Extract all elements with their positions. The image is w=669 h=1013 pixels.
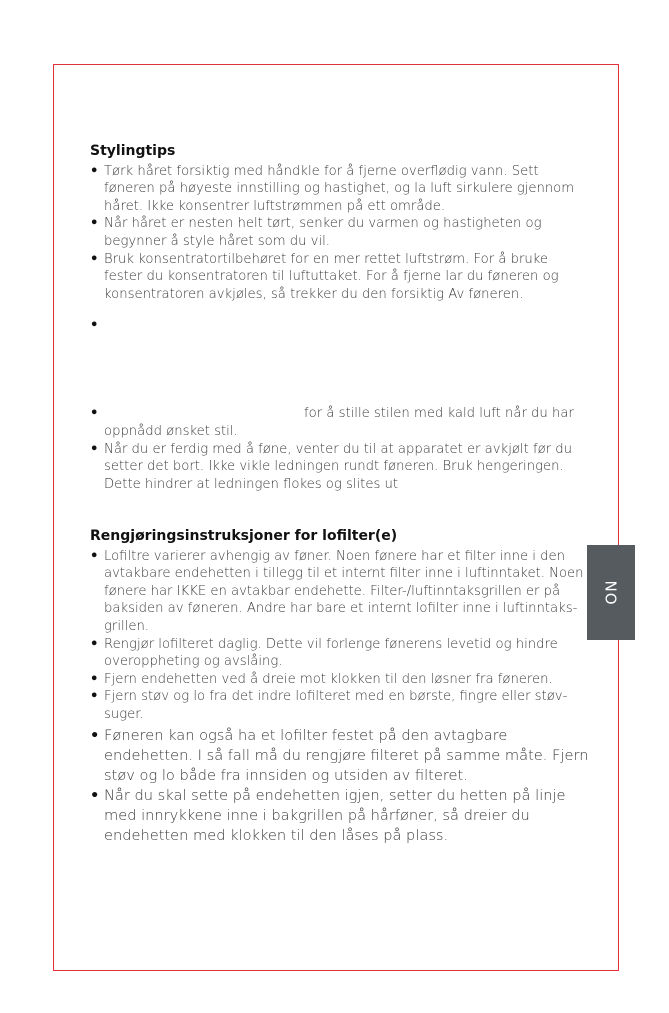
- cleaning-list-large: [90, 726, 590, 846]
- list-item: • Når du skal sette på endehetten igjen, setter du hetten på linje med innrykkene inne i bakgrillen på hårføner, så dreier du endehetten med klokken til den låses på plass.: [90, 786, 590, 846]
- list-item: [90, 405, 590, 440]
- list-item: • Føneren kan også ha et lofilter festet på den avtagbare endehetten. I så fall må du rengjøre filteret på samme måte. Fjern støv og lo både fra innsiden og utsiden av filteret.: [90, 726, 590, 786]
- list-item: • Når du er ferdig med å føne, venter du til at apparatet er avkjølt før du setter det bort. Ikke vikle ledningen rundt føneren. Bruk hengeringen. Dette hindrer at ledningen flokes og slites ut: [90, 441, 590, 494]
- styling-section: [90, 143, 590, 493]
- styling-list: [90, 163, 590, 494]
- list-item: • Lofiltre varierer avhengig av føner. Noen fønere har et filter inne i den avtakbare endehetten i tillegg til et internt filter inne i luftinntaket. Noen fønere har IKKE en avtakbar endehette. Filter-/luftinntaksgrillen er på baksiden av føneren. Andre har bare et internt lofilter inne i luftinntaks-grillen.: [90, 548, 590, 636]
- cleaning-heading: Rengjøringsinstruksjoner for lofilter(e): [90, 528, 398, 544]
- list-item: • Når håret er nesten helt tørt, senker du varmen og hastigheten og begynner å style håret som du vil.: [90, 215, 590, 250]
- list-item: • Rengjør lofilteret daglig. Dette vil forlenge fønerens levetid og hindre overoppheting og avslåing.: [90, 636, 590, 671]
- cool-shot-text: for å stille stilen med kald luft når du har oppnådd ønsket stil.: [104, 406, 574, 439]
- list-item: • Fjern støv og lo fra det indre lofilteret med en børste, fingre eller støv-suger.: [90, 688, 590, 723]
- list-item: • Tørk håret forsiktig med håndkle for å fjerne overflødig vann. Sett føneren på høyeste innstilling og hastighet, og la luft sirkulere gjennom håret. Ikke konsentrer luftstrømmen på ett område.: [90, 163, 590, 216]
- list-item-empty: [90, 317, 590, 405]
- cleaning-section: [90, 528, 590, 846]
- list-item: • Fjern endehetten ved å dreie mot klokken til den løsner fra føneren.: [90, 671, 590, 689]
- list-item: • Bruk konsentratortilbehøret for en mer rettet luftstrøm. For å bruke fester du konsentratoren til luftuttaket. For å fjerne lar du føneren og konsentratoren avkjøles, så trekker du den forsiktig Av føneren.: [90, 251, 590, 304]
- cleaning-list: [90, 548, 590, 724]
- language-label: NO: [602, 579, 620, 606]
- language-tab: [587, 545, 635, 640]
- styling-heading: Stylingtips: [90, 143, 176, 159]
